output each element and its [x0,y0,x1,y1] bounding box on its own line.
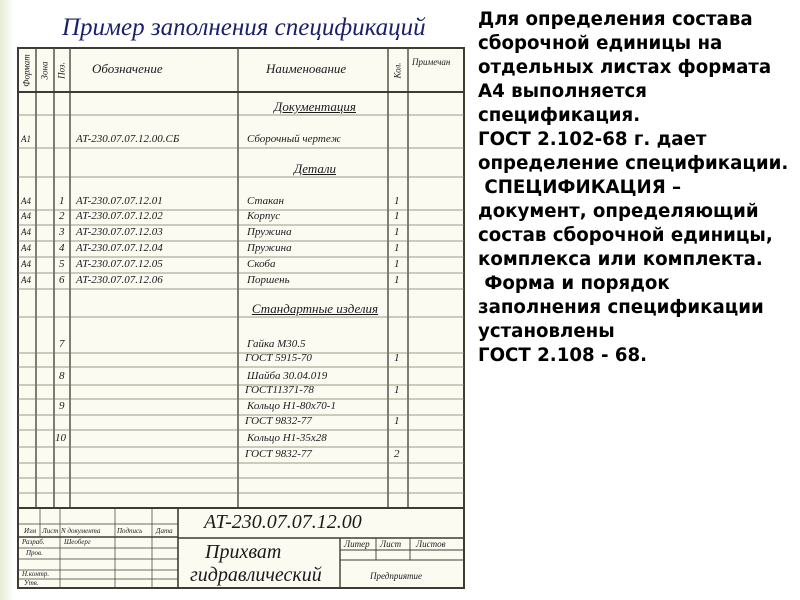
paragraph-gost-2108: ГОСТ 2.108 - 68. [478,345,648,366]
header-designation: Обозначение [92,61,163,76]
row-quantity: 1 [394,274,400,286]
tb-name-line1: Прихват [205,541,282,563]
row-position: 9 [59,400,65,412]
row-section-heading: Детали [293,161,337,176]
row-format: A4 [21,259,31,269]
tb-utv-label: Утв. [24,579,39,587]
row-format: A4 [21,211,31,221]
row-designation: AT-230.07.07.12.06 [76,274,163,286]
paragraph-definition-intro: Для определения состава сборочной единицы на отдельных листах формата А4 выполняется спецификация. [478,9,778,126]
tb-col-date: Дата [156,527,173,535]
row-quantity: 1 [394,195,400,207]
paragraph-spec-definition: СПЕЦИФИКАЦИЯ – документ, определяющий состав сборочной единицы, комплекса или комплекта. [478,177,780,270]
row-section-heading: Стандартные изделия [251,301,379,316]
tb-col-doc: N документа [61,527,101,535]
row-quantity: 1 [394,242,400,254]
row-position: 1 [59,195,65,207]
row-name: Шайба 30.04.019 [247,370,328,382]
row-section-heading: Документация [274,99,356,114]
tb-col-sign: Подпись [117,527,143,535]
row-quantity: 1 [394,352,400,364]
row-name: Стакан [247,195,284,207]
header-note: Примечан [412,57,451,67]
row-position: 5 [59,258,65,270]
tb-document-code: AT-230.07.07.12.00 [204,511,362,533]
row-quantity: 1 [394,226,400,238]
tb-col-list: Лист [42,527,59,535]
header-format: Формат [21,54,32,87]
row-quantity: 1 [394,210,400,222]
tb-sheet-label: Лист [380,539,402,549]
row-name: Пружина [247,242,292,254]
row-format: A4 [21,243,31,253]
header-zone: Зона [39,61,50,80]
row-designation: AT-230.07.07.12.01 [76,195,163,207]
row-name: Поршень [247,274,290,286]
row-position: 2 [59,210,65,222]
tb-sheets-label: Листов [416,539,446,549]
tb-name-line2: гидравлический [190,564,322,586]
tb-prov-label: Пров. [26,549,43,557]
header-name: Наименование [266,61,347,76]
sheet-title: Пример заполнения спецификаций [62,14,426,41]
header-qty: Кол. [392,62,403,79]
row-format: A4 [21,227,31,237]
explanation-text [478,8,794,368]
header-pos: Поз. [56,62,67,79]
row-name: ГОСТ 9832-77 [245,448,312,460]
tb-col-izm: Изм [24,527,37,535]
row-designation: AT-230.07.07.12.00.СБ [76,133,180,145]
tb-nkontr-label: Н.контр. [22,570,50,578]
row-position: 3 [59,226,65,238]
row-quantity: 1 [394,415,400,427]
row-name: Скоба [247,258,276,270]
row-name: ГОСТ 9832-77 [245,415,312,427]
row-name: Корпус [247,210,281,222]
row-position: 7 [59,338,65,350]
row-position: 8 [59,370,65,382]
row-designation: AT-230.07.07.12.02 [76,210,163,222]
row-position: 4 [59,242,65,254]
paragraph-form-order: Форма и порядок заполнения спецификации установлены [478,273,771,342]
row-name: Гайка М30.5 [247,338,306,350]
row-name: ГОСТ11371-78 [245,384,314,396]
tb-enterprise-label: Предприятие [370,571,423,581]
row-name: Кольцо Н1-35х28 [247,432,327,444]
row-name: ГОСТ 5915-70 [245,352,312,364]
row-designation: AT-230.07.07.12.04 [76,242,163,254]
row-format: A4 [21,275,31,285]
row-designation: AT-230.07.07.12.03 [76,226,163,238]
row-format: A1 [21,134,31,144]
tb-razrab-name: Шеоберг [64,538,91,546]
row-position: 6 [59,274,65,286]
row-quantity: 2 [394,448,400,460]
row-quantity: 1 [394,258,400,270]
row-quantity: 1 [394,384,400,396]
row-name: Кольцо Н1-80х70-1 [247,400,336,412]
row-name: Сборочный чертеж [247,133,341,145]
tb-razrab-label: Разраб. [22,538,45,546]
row-name: Пружина [247,226,292,238]
row-designation: AT-230.07.07.12.05 [76,258,163,270]
row-position: 10 [55,432,66,444]
row-format: A4 [21,196,31,206]
paragraph-gost-2102: ГОСТ 2.102-68 г. дает определение спецификации. [478,129,789,174]
tb-liter-label: Литер [344,539,370,549]
